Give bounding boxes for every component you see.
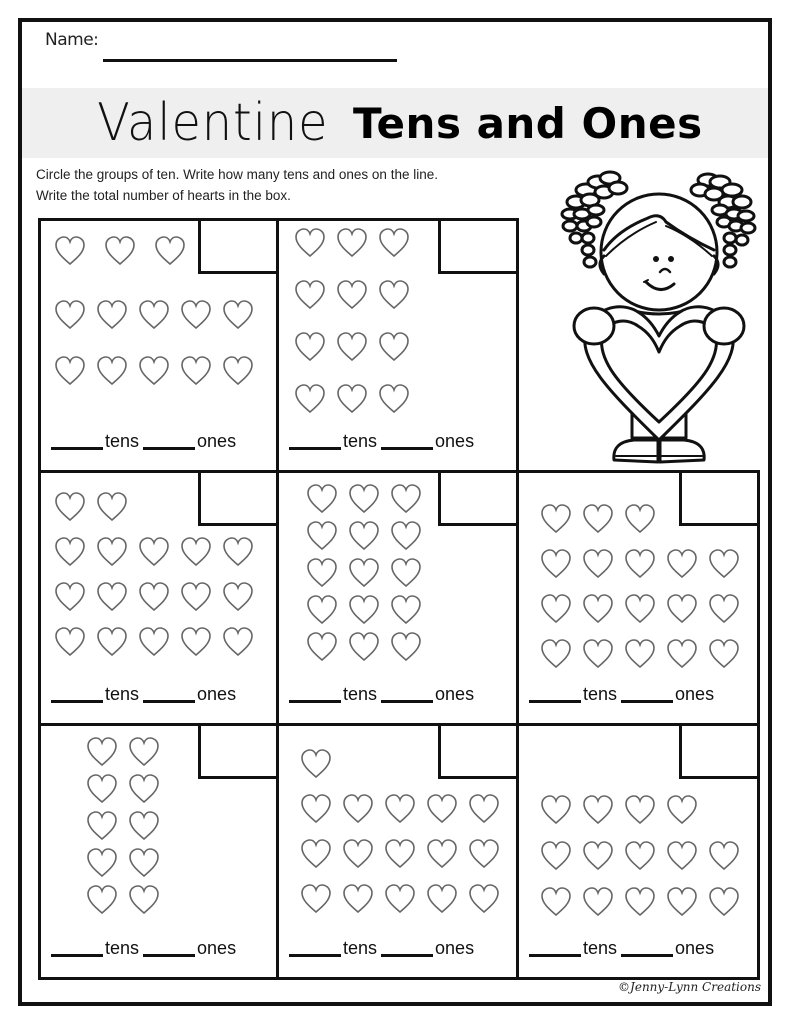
heart-icon[interactable] — [95, 581, 129, 613]
heart-icon[interactable] — [85, 810, 119, 842]
tens-label: tens — [343, 938, 378, 958]
heart-icon[interactable] — [95, 299, 129, 331]
heart-icon[interactable] — [665, 548, 699, 580]
heart-icon[interactable] — [539, 548, 573, 580]
heart-icon[interactable] — [179, 581, 213, 613]
tens-ones-answer — [529, 684, 718, 705]
heart-icon[interactable] — [293, 383, 327, 415]
heart-icon[interactable] — [539, 840, 573, 872]
ones-blank[interactable] — [381, 447, 433, 450]
heart-icon[interactable] — [137, 355, 171, 387]
heart-icon[interactable] — [153, 235, 187, 267]
tens-label: tens — [343, 684, 378, 704]
heart-icon[interactable] — [539, 794, 573, 826]
name-row — [45, 30, 98, 50]
heart-icon[interactable] — [179, 355, 213, 387]
tens-label: tens — [105, 431, 140, 451]
heart-icon[interactable] — [389, 483, 423, 515]
heart-icon[interactable] — [305, 557, 339, 589]
heart-icon[interactable] — [293, 331, 327, 363]
heart-icon[interactable] — [347, 631, 381, 663]
heart-icon[interactable] — [377, 331, 411, 363]
heart-icon[interactable] — [665, 886, 699, 918]
tens-blank[interactable] — [529, 954, 581, 957]
heart-icon[interactable] — [389, 520, 423, 552]
heart-icon[interactable] — [539, 593, 573, 625]
heart-icon[interactable] — [179, 536, 213, 568]
heart-icon[interactable] — [299, 883, 333, 915]
heart-icon[interactable] — [389, 631, 423, 663]
heart-icon[interactable] — [127, 773, 161, 805]
heart-icon[interactable] — [581, 794, 615, 826]
tens-blank[interactable] — [51, 447, 103, 450]
heart-icon[interactable] — [221, 355, 255, 387]
tens-label: tens — [105, 684, 140, 704]
heart-icon[interactable] — [305, 594, 339, 626]
heart-icon[interactable] — [95, 491, 129, 523]
heart-icon[interactable] — [467, 883, 501, 915]
heart-icon[interactable] — [137, 536, 171, 568]
heart-icon[interactable] — [341, 838, 375, 870]
heart-icon[interactable] — [221, 626, 255, 658]
heart-icon[interactable] — [665, 593, 699, 625]
ones-blank[interactable] — [381, 700, 433, 703]
heart-icon[interactable] — [103, 235, 137, 267]
heart-icon[interactable] — [53, 536, 87, 568]
heart-icon[interactable] — [137, 626, 171, 658]
heart-icon[interactable] — [377, 279, 411, 311]
heart-icon[interactable] — [137, 299, 171, 331]
ones-label: ones — [197, 684, 237, 704]
heart-icon[interactable] — [335, 383, 369, 415]
heart-icon[interactable] — [623, 794, 657, 826]
ones-blank[interactable] — [143, 447, 195, 450]
heart-icon[interactable] — [377, 227, 411, 259]
heart-icon[interactable] — [467, 838, 501, 870]
heart-icon[interactable] — [665, 840, 699, 872]
heart-icon[interactable] — [95, 536, 129, 568]
ones-label: ones — [197, 431, 237, 451]
heart-icon[interactable] — [85, 884, 119, 916]
heart-icon[interactable] — [467, 793, 501, 825]
heart-icon[interactable] — [623, 638, 657, 670]
heart-icon[interactable] — [335, 279, 369, 311]
tens-label: tens — [583, 938, 618, 958]
heart-icon[interactable] — [221, 536, 255, 568]
heart-icon[interactable] — [85, 736, 119, 768]
girl-holding-heart-icon — [548, 160, 770, 472]
heart-icon[interactable] — [623, 593, 657, 625]
ones-label: ones — [675, 938, 715, 958]
heart-icon[interactable] — [665, 794, 699, 826]
heart-icon[interactable] — [293, 279, 327, 311]
heart-icon[interactable] — [581, 503, 615, 535]
heart-icon[interactable] — [581, 593, 615, 625]
tens-blank[interactable] — [529, 700, 581, 703]
heart-icon[interactable] — [389, 557, 423, 589]
heart-icon[interactable] — [179, 299, 213, 331]
heart-icon[interactable] — [341, 883, 375, 915]
problem-cell-4 — [276, 470, 519, 726]
tens-ones-answer — [51, 938, 240, 959]
heart-icon[interactable] — [127, 736, 161, 768]
title-band — [22, 88, 768, 158]
heart-icon[interactable] — [53, 581, 87, 613]
heart-icon[interactable] — [95, 626, 129, 658]
heart-icon[interactable] — [127, 884, 161, 916]
heart-icon[interactable] — [347, 483, 381, 515]
heart-icon[interactable] — [341, 793, 375, 825]
heart-icon[interactable] — [581, 886, 615, 918]
copyright-footer: ©Jenny-Lynn Creations — [618, 980, 761, 994]
heart-icon[interactable] — [347, 557, 381, 589]
ones-label: ones — [435, 938, 475, 958]
heart-icon[interactable] — [707, 548, 741, 580]
name-input-line[interactable] — [103, 59, 397, 62]
heart-icon[interactable] — [623, 503, 657, 535]
heart-icon[interactable] — [179, 626, 213, 658]
tens-blank[interactable] — [51, 700, 103, 703]
heart-icon[interactable] — [347, 520, 381, 552]
tens-ones-answer — [51, 431, 240, 452]
instruction-line-2: Write the total number of hearts in the box. — [36, 188, 291, 203]
instruction-line-1: Circle the groups of ten. Write how many tens and ones on the line. — [36, 167, 438, 182]
heart-icon[interactable] — [539, 638, 573, 670]
ones-blank[interactable] — [143, 954, 195, 957]
heart-icon[interactable] — [347, 594, 381, 626]
heart-icon[interactable] — [539, 503, 573, 535]
ones-label: ones — [435, 684, 475, 704]
heart-icon[interactable] — [53, 355, 87, 387]
tens-blank[interactable] — [289, 447, 341, 450]
problem-cell-7 — [276, 723, 519, 980]
heart-icon[interactable] — [305, 483, 339, 515]
heart-icon[interactable] — [425, 883, 459, 915]
heart-icon[interactable] — [383, 838, 417, 870]
ones-blank[interactable] — [621, 700, 673, 703]
heart-icon[interactable] — [581, 548, 615, 580]
heart-icon[interactable] — [95, 355, 129, 387]
heart-icon[interactable] — [665, 638, 699, 670]
heart-icon[interactable] — [127, 847, 161, 879]
tens-label: tens — [343, 431, 378, 451]
title-script: Valentine — [97, 93, 329, 153]
problem-cell-6 — [38, 723, 279, 980]
problem-cell-1 — [38, 218, 279, 473]
tens-ones-answer — [51, 684, 240, 705]
instructions — [36, 164, 438, 206]
ones-blank[interactable] — [143, 700, 195, 703]
heart-icon[interactable] — [581, 638, 615, 670]
tens-label: tens — [105, 938, 140, 958]
tens-blank[interactable] — [289, 700, 341, 703]
ones-label: ones — [197, 938, 237, 958]
heart-icon[interactable] — [299, 748, 333, 780]
heart-icon[interactable] — [53, 299, 87, 331]
tens-ones-answer — [529, 938, 718, 959]
ones-label: ones — [435, 431, 475, 451]
heart-icon[interactable] — [221, 581, 255, 613]
heart-icon[interactable] — [383, 883, 417, 915]
heart-icon[interactable] — [383, 793, 417, 825]
heart-icon[interactable] — [335, 227, 369, 259]
heart-icon[interactable] — [85, 773, 119, 805]
heart-icon[interactable] — [623, 548, 657, 580]
ones-blank[interactable] — [381, 954, 433, 957]
problem-cell-2 — [276, 218, 519, 473]
tens-blank[interactable] — [51, 954, 103, 957]
heart-icon[interactable] — [127, 810, 161, 842]
heart-icon[interactable] — [293, 227, 327, 259]
title-bold: Tens and Ones — [352, 98, 703, 148]
heart-icon[interactable] — [707, 638, 741, 670]
heart-icon[interactable] — [581, 840, 615, 872]
heart-icon[interactable] — [305, 631, 339, 663]
heart-icon[interactable] — [137, 581, 171, 613]
heart-icon[interactable] — [299, 793, 333, 825]
problem-cell-3 — [38, 470, 279, 726]
ones-blank[interactable] — [621, 954, 673, 957]
heart-icon[interactable] — [335, 331, 369, 363]
heart-icon[interactable] — [425, 838, 459, 870]
heart-icon[interactable] — [53, 235, 87, 267]
ones-label: ones — [675, 684, 715, 704]
tens-ones-answer — [289, 938, 478, 959]
problem-cell-8 — [516, 723, 760, 980]
tens-blank[interactable] — [289, 954, 341, 957]
heart-icon[interactable] — [221, 299, 255, 331]
heart-icon[interactable] — [299, 838, 333, 870]
heart-icon[interactable] — [623, 840, 657, 872]
tens-label: tens — [583, 684, 618, 704]
heart-icon[interactable] — [425, 793, 459, 825]
heart-icon[interactable] — [707, 593, 741, 625]
heart-icon[interactable] — [377, 383, 411, 415]
tens-ones-answer — [289, 684, 478, 705]
problem-cell-5 — [516, 470, 760, 726]
tens-ones-answer — [289, 431, 478, 452]
heart-icon[interactable] — [539, 886, 573, 918]
heart-icon[interactable] — [305, 520, 339, 552]
heart-icon[interactable] — [707, 840, 741, 872]
heart-icon[interactable] — [53, 626, 87, 658]
heart-icon[interactable] — [85, 847, 119, 879]
heart-icon[interactable] — [623, 886, 657, 918]
heart-icon[interactable] — [53, 491, 87, 523]
heart-icon[interactable] — [707, 886, 741, 918]
heart-icon[interactable] — [389, 594, 423, 626]
name-label: Name: — [45, 30, 99, 50]
